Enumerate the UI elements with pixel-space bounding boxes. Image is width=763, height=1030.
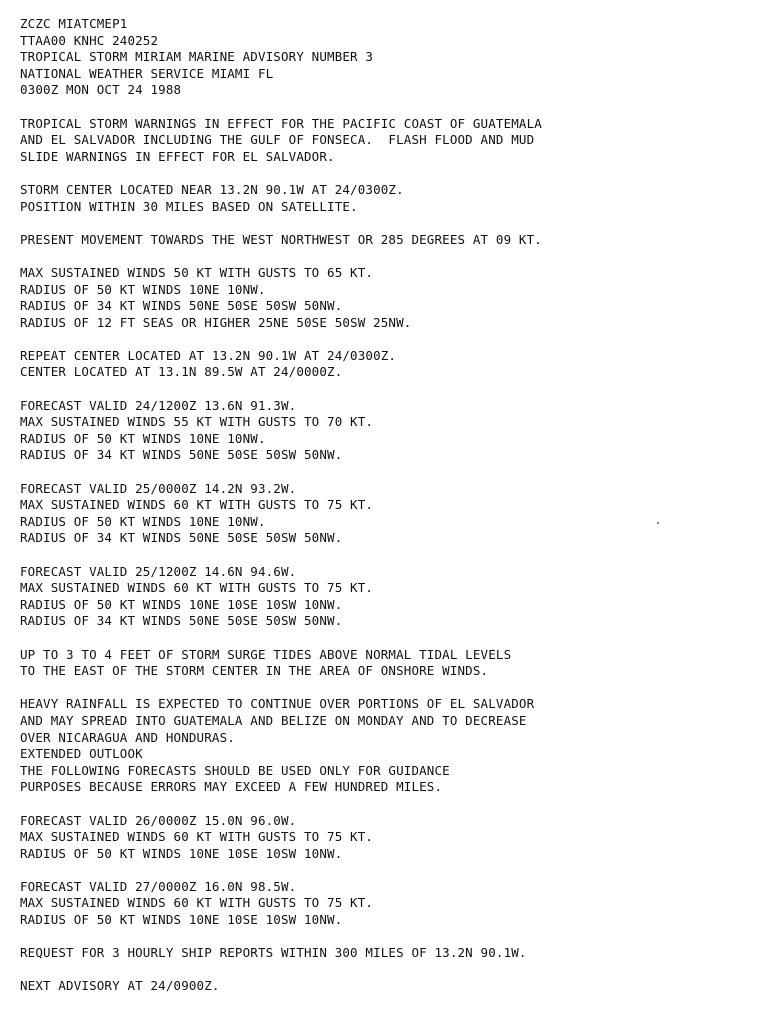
forecast-line: RADIUS OF 50 KT WINDS 10NE 10SE 10SW 10NW.	[20, 596, 343, 612]
forecast-25-0000z	[20, 481, 755, 547]
issue-time: 0300Z MON OCT 24 1988	[20, 82, 182, 98]
advisory-document	[20, 16, 755, 995]
advisory-title: TROPICAL STORM MIRIAM MARINE ADVISORY NUMBER 3	[20, 49, 374, 65]
warnings-paragraph	[20, 116, 755, 166]
outlook-line: RADIUS OF 50 KT WINDS 10NE 10SE 10SW 10NW.	[20, 845, 343, 861]
forecast-line: FORECAST VALID 25/1200Z 14.6N 94.6W.	[20, 563, 297, 579]
rainfall-line: HEAVY RAINFALL IS EXPECTED TO CONTINUE OVER PORTIONS OF EL SALVADOR	[20, 696, 535, 712]
storm-center-line: STORM CENTER LOCATED NEAR 13.2N 90.1W AT 24/0300Z.	[20, 181, 404, 197]
forecast-line: RADIUS OF 34 KT WINDS 50NE 50SE 50SW 50NW.	[20, 530, 343, 546]
next-advisory-line: NEXT ADVISORY AT 24/0900Z.	[20, 978, 220, 994]
rainfall-and-outlook-paragraph	[20, 696, 755, 796]
outlook-line: MAX SUSTAINED WINDS 60 KT WITH GUSTS TO 75 KT.	[20, 829, 374, 845]
surge-line: UP TO 3 TO 4 FEET OF STORM SURGE TIDES ABOVE NORMAL TIDAL LEVELS	[20, 646, 512, 662]
forecast-line: RADIUS OF 34 KT WINDS 50NE 50SE 50SW 50NW.	[20, 447, 343, 463]
storm-center-paragraph	[20, 182, 755, 215]
outlook-27-0000z	[20, 879, 755, 929]
issuing-office: NATIONAL WEATHER SERVICE MIAMI FL	[20, 65, 274, 81]
warnings-line: SLIDE WARNINGS IN EFFECT FOR EL SALVADOR.	[20, 148, 335, 164]
header-line: TTAA00 KNHC 240252	[20, 32, 159, 48]
forecast-line: MAX SUSTAINED WINDS 60 KT WITH GUSTS TO 75 KT.	[20, 580, 374, 596]
repeat-center-paragraph	[20, 348, 755, 381]
surge-line: TO THE EAST OF THE STORM CENTER IN THE AREA OF ONSHORE WINDS.	[20, 663, 489, 679]
bulletin-header	[20, 16, 755, 99]
forecast-line: RADIUS OF 50 KT WINDS 10NE 10NW.	[20, 430, 266, 446]
forecast-line: MAX SUSTAINED WINDS 55 KT WITH GUSTS TO 70 KT.	[20, 414, 374, 430]
forecast-24-1200z	[20, 398, 755, 464]
ship-request-line: REQUEST FOR 3 HOURLY SHIP REPORTS WITHIN 300 MILES OF 13.2N 90.1W.	[20, 945, 527, 961]
extended-outlook-heading: EXTENDED OUTLOOK	[20, 746, 143, 762]
outlook-line: FORECAST VALID 27/0000Z 16.0N 98.5W.	[20, 878, 297, 894]
outlook-line: MAX SUSTAINED WINDS 60 KT WITH GUSTS TO 75 KT.	[20, 895, 374, 911]
forecast-line: RADIUS OF 34 KT WINDS 50NE 50SE 50SW 50NW.	[20, 613, 343, 629]
outlook-26-0000z	[20, 813, 755, 863]
scan-speck	[657, 522, 659, 524]
winds-line: RADIUS OF 50 KT WINDS 10NE 10NW.	[20, 281, 266, 297]
ship-reports-request	[20, 945, 755, 962]
outlook-line: RADIUS OF 50 KT WINDS 10NE 10SE 10SW 10NW.	[20, 912, 343, 928]
repeat-line: CENTER LOCATED AT 13.1N 89.5W AT 24/0000Z.	[20, 364, 343, 380]
winds-line: RADIUS OF 34 KT WINDS 50NE 50SE 50SW 50NW.	[20, 298, 343, 314]
warnings-line: AND EL SALVADOR INCLUDING THE GULF OF FONSECA. FLASH FLOOD AND MUD	[20, 132, 535, 148]
forecast-line: FORECAST VALID 25/0000Z 14.2N 93.2W.	[20, 480, 297, 496]
storm-center-line: POSITION WITHIN 30 MILES BASED ON SATELLITE.	[20, 198, 358, 214]
movement-paragraph	[20, 232, 755, 249]
forecast-line: RADIUS OF 50 KT WINDS 10NE 10NW.	[20, 513, 266, 529]
winds-line: MAX SUSTAINED WINDS 50 KT WITH GUSTS TO 65 KT.	[20, 264, 374, 280]
next-advisory	[20, 978, 755, 995]
header-line: ZCZC MIATCMEP1	[20, 16, 128, 31]
storm-surge-paragraph	[20, 647, 755, 680]
forecast-line: MAX SUSTAINED WINDS 60 KT WITH GUSTS TO 75 KT.	[20, 497, 374, 513]
outlook-disclaimer-line: THE FOLLOWING FORECASTS SHOULD BE USED ONLY FOR GUIDANCE	[20, 762, 450, 778]
rainfall-line: AND MAY SPREAD INTO GUATEMALA AND BELIZE ON MONDAY AND TO DECREASE	[20, 712, 527, 728]
forecast-25-1200z	[20, 564, 755, 630]
repeat-line: REPEAT CENTER LOCATED AT 13.2N 90.1W AT 24/0300Z.	[20, 347, 397, 363]
current-winds-paragraph	[20, 265, 755, 331]
forecast-line: FORECAST VALID 24/1200Z 13.6N 91.3W.	[20, 397, 297, 413]
rainfall-line: OVER NICARAGUA AND HONDURAS.	[20, 729, 235, 745]
warnings-line: TROPICAL STORM WARNINGS IN EFFECT FOR THE PACIFIC COAST OF GUATEMALA	[20, 115, 542, 131]
winds-line: RADIUS OF 12 FT SEAS OR HIGHER 25NE 50SE 50SW 25NW.	[20, 314, 412, 330]
outlook-line: FORECAST VALID 26/0000Z 15.0N 96.0W.	[20, 812, 297, 828]
movement-line: PRESENT MOVEMENT TOWARDS THE WEST NORTHWEST OR 285 DEGREES AT 09 KT.	[20, 231, 542, 247]
outlook-disclaimer-line: PURPOSES BECAUSE ERRORS MAY EXCEED A FEW HUNDRED MILES.	[20, 779, 443, 795]
